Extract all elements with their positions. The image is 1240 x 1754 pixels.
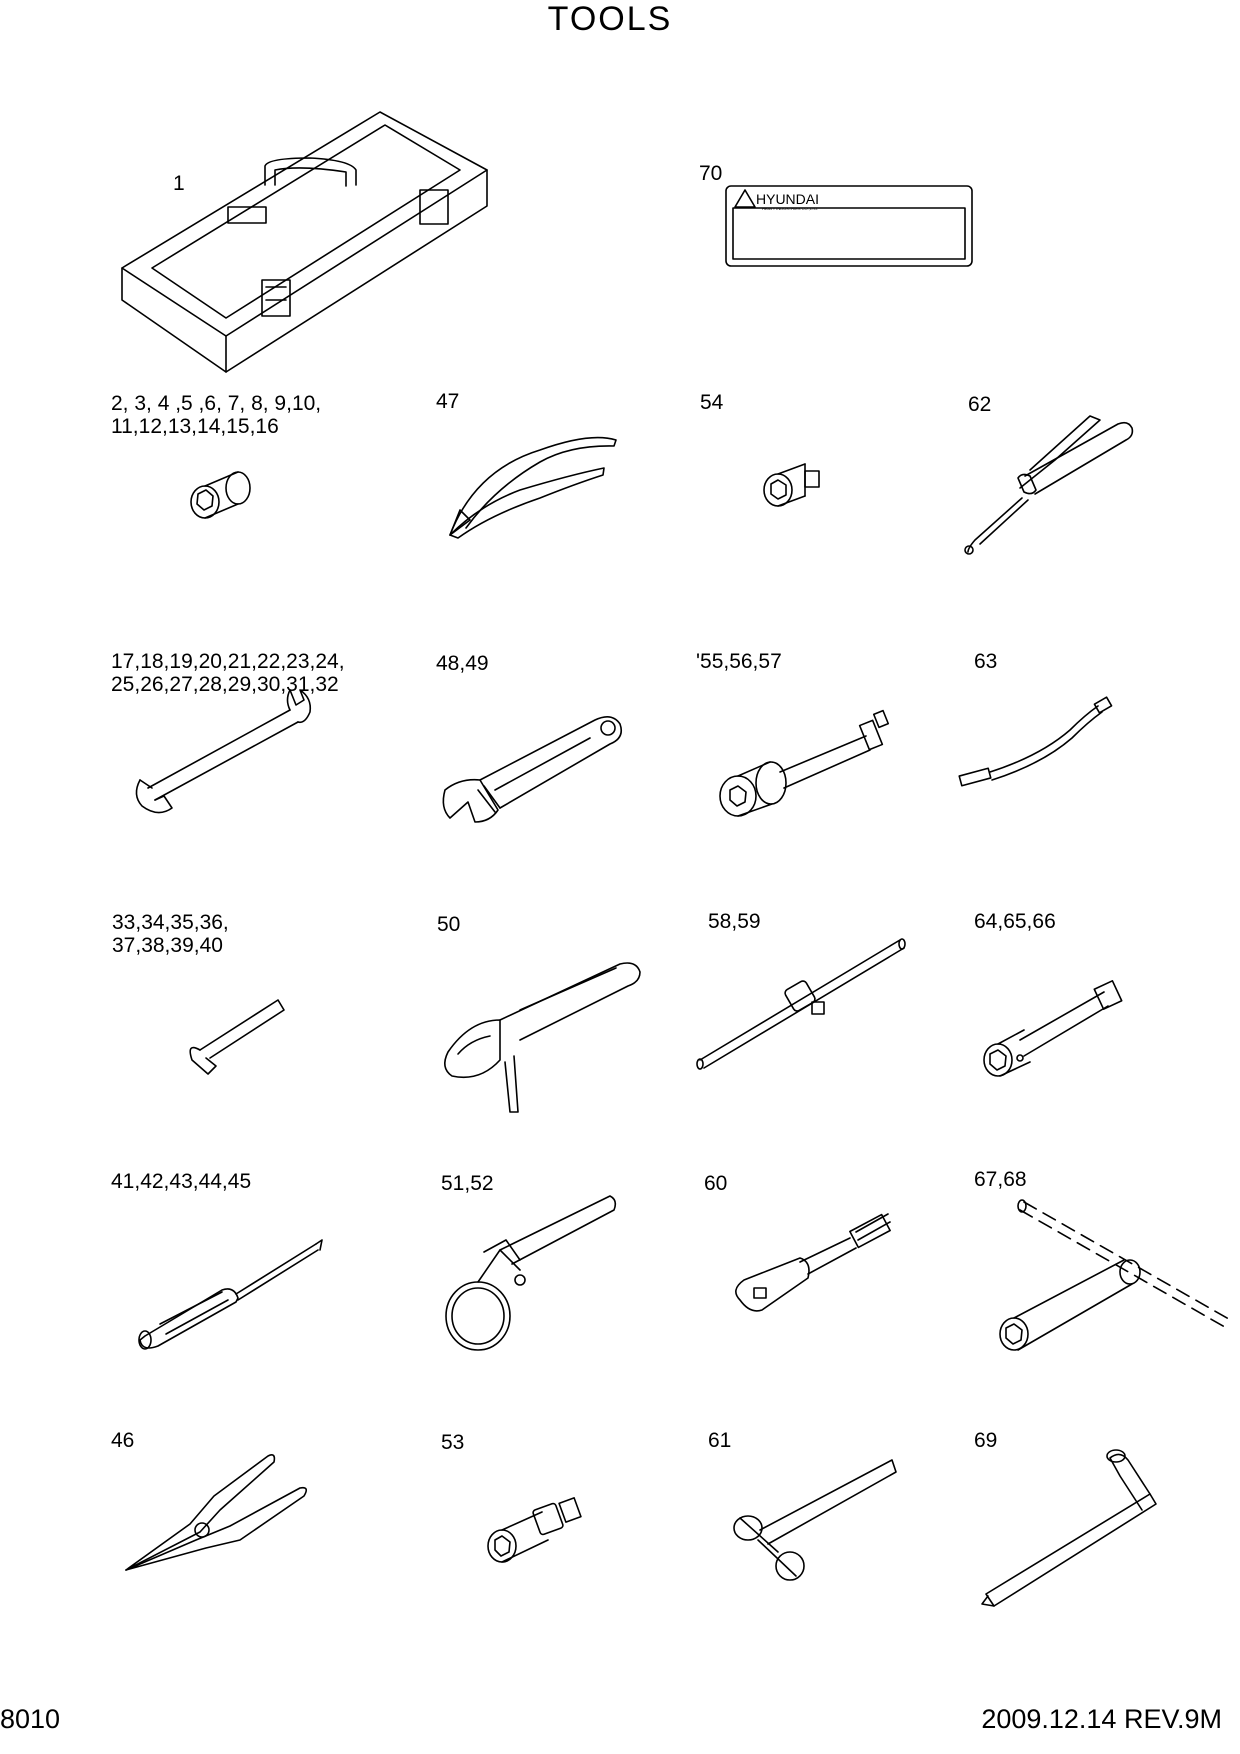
part-label-ratchet: 60 (704, 1172, 728, 1195)
brand-logo-text: HYUNDAI (756, 191, 820, 207)
grease-gun-illustration (965, 416, 1132, 554)
part-label-t-handle: 58,59 (708, 910, 761, 933)
adapter-illustration (764, 464, 819, 506)
part-label-socket: 2, 3, 4 ,5 ,6, 7, 8, 9,10, 11,12,13,14,15,16 (111, 392, 322, 438)
l-wrench-illustration (982, 1450, 1156, 1606)
extension-bar-illustration (720, 711, 888, 816)
ratchet-illustration (736, 1214, 890, 1311)
part-label-grease-hose: 63 (974, 650, 998, 673)
part-label-box-socket: 64,65,66 (974, 910, 1056, 933)
part-label-universal-joint: 53 (441, 1431, 465, 1454)
spanner-illustration (136, 690, 310, 813)
part-label-adjustable-wrench: 48,49 (436, 652, 489, 675)
page-code: 8010 (0, 1704, 61, 1734)
part-label-extension-bar: '55,56,57 (696, 650, 782, 673)
part-label-pliers: 46 (111, 1429, 135, 1452)
pliers-illustration (126, 1455, 306, 1570)
part-label-filter-wrench: 51,52 (441, 1172, 494, 1195)
universal-joint-illustration (488, 1498, 581, 1562)
part-label-tongs: 47 (436, 390, 460, 413)
part-label-strap-wrench: 50 (437, 913, 461, 936)
adjustable-wrench-illustration (443, 717, 621, 822)
part-label-grease-gun: 62 (968, 393, 992, 416)
revision-date: 2009.12.14 REV.9M (981, 1704, 1222, 1734)
t-wrench-illustration (1000, 1200, 1234, 1350)
part-label-toolbox: 1 (173, 172, 185, 195)
part-label-nameplate: 70 (699, 162, 723, 185)
brand-sub-text: HEAVY INDUSTRIES CO.,LTD. (762, 206, 819, 211)
strap-wrench-illustration (445, 963, 640, 1112)
socket-illustration (191, 472, 250, 518)
filter-wrench-illustration (446, 1196, 615, 1350)
nameplate-illustration (726, 186, 972, 266)
hex-key-illustration (190, 1000, 284, 1074)
screwdriver-illustration (139, 1240, 322, 1349)
tongs-illustration (450, 438, 616, 538)
box-socket-illustration (984, 981, 1122, 1076)
part-label-l-wrench: 69 (974, 1429, 998, 1452)
page-title: TOOLS (547, 0, 673, 38)
part-label-screwdriver: 41,42,43,44,45 (111, 1170, 252, 1193)
hammer-illustration (734, 1460, 896, 1580)
part-label-hammer: 61 (708, 1429, 732, 1452)
part-label-hex-key: 33,34,35,36, 37,38,39,40 (112, 911, 229, 957)
grease-hose-illustration (959, 697, 1111, 786)
part-label-t-wrench: 67,68 (974, 1168, 1027, 1191)
t-handle-illustration (697, 939, 905, 1069)
part-label-spanner: 17,18,19,20,21,22,23,24, 25,26,27,28,29,30,31,32 (111, 650, 345, 696)
toolbox-illustration (122, 112, 487, 372)
part-label-adapter: 54 (700, 391, 724, 414)
